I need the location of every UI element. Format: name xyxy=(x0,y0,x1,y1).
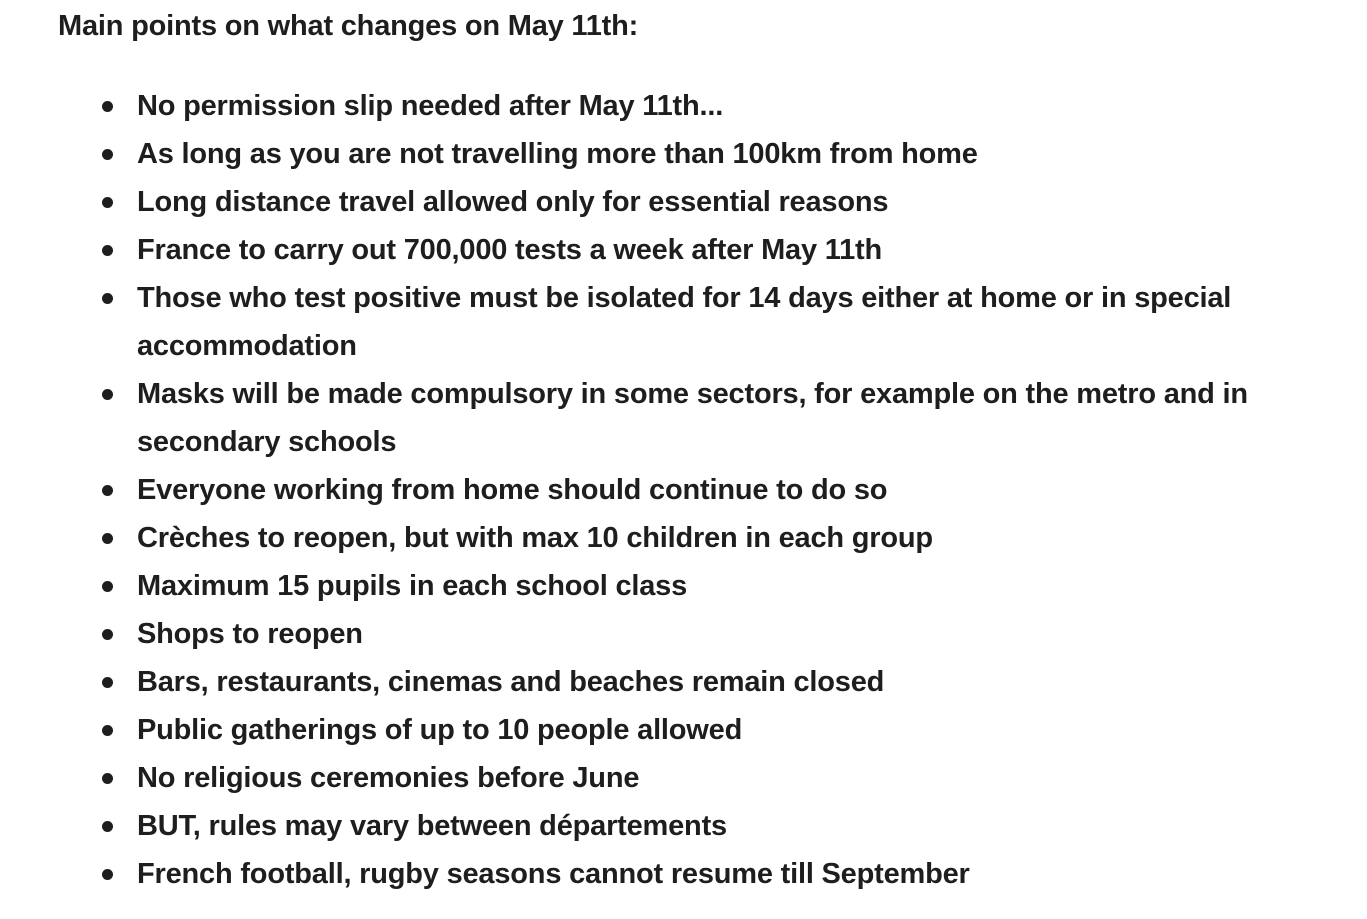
list-item xyxy=(137,802,1337,850)
list-item-text: As long as you are not travelling more than 100km from home xyxy=(137,138,978,170)
list-item-text: Shops to reopen xyxy=(137,618,363,650)
bullet-icon xyxy=(102,581,113,592)
list-item xyxy=(137,466,1337,514)
page-heading: Main points on what changes on May 11th: xyxy=(58,10,639,42)
bullet-icon xyxy=(102,245,113,256)
list-item xyxy=(137,658,1337,706)
list-item xyxy=(137,274,1337,370)
list-item xyxy=(137,514,1337,562)
list-item xyxy=(137,82,1337,130)
list-item-text: No permission slip needed after May 11th... xyxy=(137,90,724,122)
list-item-text: Long distance travel allowed only for essential reasons xyxy=(137,186,889,218)
bullet-list xyxy=(137,82,1337,898)
bullet-icon xyxy=(102,725,113,736)
list-item-text: Crèches to reopen, but with max 10 children in each group xyxy=(137,522,933,554)
bullet-icon xyxy=(102,629,113,640)
bullet-icon xyxy=(102,101,113,112)
list-item-text: No religious ceremonies before June xyxy=(137,762,640,794)
list-item-text: Everyone working from home should continue to do so xyxy=(137,474,888,506)
list-item xyxy=(137,370,1337,466)
bullet-icon xyxy=(102,293,113,304)
bullet-icon xyxy=(102,149,113,160)
bullet-icon xyxy=(102,821,113,832)
list-item-text: Public gatherings of up to 10 people allowed xyxy=(137,714,743,746)
list-item-text: Masks will be made compulsory in some sectors, for example on the metro and in secondary schools xyxy=(137,378,1248,458)
list-item xyxy=(137,130,1337,178)
bullet-icon xyxy=(102,773,113,784)
list-item xyxy=(137,178,1337,226)
list-item xyxy=(137,562,1337,610)
list-item-text: Bars, restaurants, cinemas and beaches remain closed xyxy=(137,666,885,698)
bullet-icon xyxy=(102,677,113,688)
bullet-icon xyxy=(102,389,113,400)
list-item-text: BUT, rules may vary between départements xyxy=(137,810,727,842)
list-item-text: France to carry out 700,000 tests a week after May 11th xyxy=(137,234,882,266)
bullet-icon xyxy=(102,485,113,496)
list-item xyxy=(137,850,1337,898)
bullet-icon xyxy=(102,197,113,208)
list-item xyxy=(137,610,1337,658)
list-item xyxy=(137,754,1337,802)
list-item-text: Maximum 15 pupils in each school class xyxy=(137,570,688,602)
bullet-icon xyxy=(102,869,113,880)
list-item-text: French football, rugby seasons cannot resume till September xyxy=(137,858,970,890)
bullet-icon xyxy=(102,533,113,544)
list-item-text: Those who test positive must be isolated for 14 days either at home or in special accommodation xyxy=(137,282,1232,362)
list-item xyxy=(137,706,1337,754)
list-item xyxy=(137,226,1337,274)
